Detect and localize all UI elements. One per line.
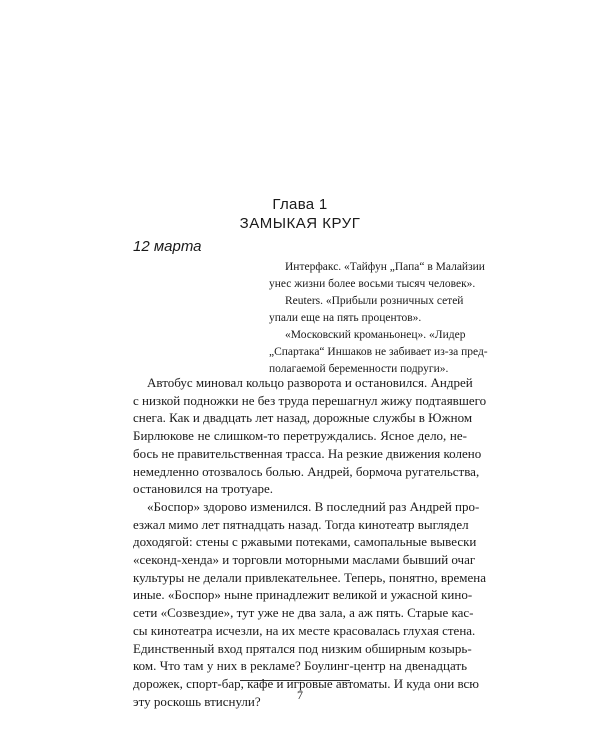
body-line: Бирлюкове не слишком-то перетруждались. Ясное дело, не-	[133, 428, 467, 444]
body-line: «секонд-хенда» и торговли моторными маслами бывший очаг	[133, 552, 476, 568]
body-line: доходягой: стены с ржавыми потеками, самопальные вывески	[133, 534, 477, 550]
epigraph-line: «Московский кроманьонец». «Лидер	[285, 329, 466, 341]
epigraph-line: упали еще на пять процентов».	[269, 312, 422, 324]
body-line: культуры не делали привлекательнее. Теперь, понятно, времена	[133, 569, 486, 585]
body-line: с низкой подножки не без труда перешагнул жижу подтаявшего	[133, 392, 487, 408]
epigraph-line: унес жизни более восьми тысяч человек».	[269, 278, 476, 290]
body-line: немедленно отозвалось болью. Андрей, бормоча ругательства,	[133, 463, 480, 479]
chapter-title: ЗАМЫКАЯ КРУГ	[239, 215, 361, 232]
body-line: эту роскошь втиснули?	[133, 693, 261, 709]
body-line: сы кинотеатра исчезли, на их месте красовалась глухая стена.	[133, 622, 476, 638]
body-line: Автобус миновал кольцо разворота и остановился. Андрей	[147, 375, 473, 390]
date-heading: 12 марта	[133, 238, 202, 255]
epigraph-line: полагаемой беременности подруги».	[269, 363, 449, 375]
body-line: дорожек, спорт-бар, кафе и игровые автоматы. И куда они всю	[133, 675, 479, 691]
body-line: снега. Как и двадцать лет назад, дорожные службы в Южном	[133, 410, 473, 426]
chapter-number: Глава 1	[272, 196, 328, 213]
body-line: бось не правительственная трасса. На резкие движения колено	[133, 445, 482, 461]
epigraph	[269, 259, 491, 378]
body-line: езжал мимо лет пятнадцать назад. Тогда кинотеатр выглядел	[133, 516, 469, 532]
footer-rule	[240, 680, 350, 681]
body-text	[133, 374, 487, 710]
body-line: иные. «Боспор» ныне принадлежит великой и ужасной кино-	[133, 587, 473, 603]
body-line: ком. Что там у них в рекламе? Боулинг-центр на двенадцать	[133, 658, 467, 674]
epigraph-line: „Спартака“ Иншаков не забивает из-за пред-	[269, 346, 488, 358]
body-line: остановился на тротуаре.	[133, 481, 274, 497]
body-line: «Боспор» здорово изменился. В последний раз Андрей про-	[147, 498, 480, 514]
page-number: 7	[297, 688, 303, 702]
body-line: Единственный вход прятался под низким обширным козырь-	[133, 640, 472, 656]
epigraph-line: Reuters. «Прибыли розничных сетей	[285, 295, 464, 307]
epigraph-line: Интерфакс. «Тайфун „Папа“ в Малайзии	[285, 261, 485, 273]
body-line: сети «Созвездие», тут уже не два зала, а аж пять. Старые кас-	[133, 605, 474, 621]
